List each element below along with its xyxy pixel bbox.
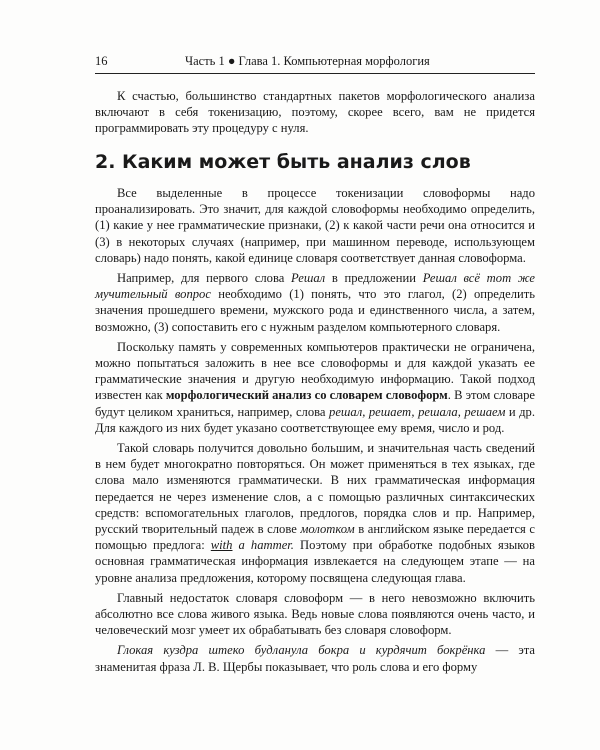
underlined-example: with (210, 538, 233, 553)
paragraph (95, 270, 535, 335)
italic-example: решал, решает, решала, решаем (329, 404, 506, 419)
italic-example: a hammer. (232, 538, 294, 553)
paragraph: К счастью, большинство стандартных пакетов морфологического анализа включают в себя токенизацию, поэтому, скорее всего, вам не придется программировать эту процедуру с нуля. (95, 89, 535, 136)
text-run: . В этом словаре будут целиком храниться, например, слова (95, 388, 535, 419)
text-run: необходимо (1) понять, что это глагол, (2) определить значения прошедшего времени, мужского рода и единственного числа, а затем, возможно, (3) сопоставить его с нужным разделом компьютерного словаря. (95, 287, 535, 334)
italic-example: Глокая куздра штеко будланула бокра и курдячит бокрёнка (117, 643, 486, 658)
text-run: в английском языке передается с помощью предлога: (95, 522, 535, 553)
italic-example: Решал всё тот же мучительный вопрос (95, 271, 535, 302)
paragraph (95, 440, 535, 586)
text-run: в предложении (325, 271, 423, 286)
section-body (95, 185, 535, 679)
text-run: и др. Для каждого из них будет указано соответствующее ему время, число и род. (95, 404, 536, 435)
text-run: — эта знаменитая фраза Л. В. Щербы показывает, что роль слова и его форму (95, 643, 535, 674)
paragraph (95, 339, 535, 436)
text-run: Такой словарь получится довольно большим, и значительная часть сведений в нем будет многократно повторяться. Он может применяться в тех языках, где слова мало изменяются грамматически. В них грамматическая информация передается не через изменение слов, а с помощью различных синтаксических средств: вспомогательных глаголов, предлогов, порядка слов и пр. Например, русский творительный падеж в слове (95, 441, 535, 537)
paragraph: Главный недостаток словаря словоформ — в него невозможно включить абсолютно все слова живого языка. Ведь новые слова появляются очень часто, и человеческий мозг умеет их обрабатывать без словаря словоформ. (95, 590, 535, 638)
intro-block (95, 88, 535, 141)
page-number: 16 (95, 54, 108, 68)
paragraph: Все выделенные в процессе токенизации словоформы надо проанализировать. Это значит, для каждой словоформы необходимо определить, (1) какие у нее грамматические признаки, (2) к какой части речи она относится и (3) в некоторых случаях (например, при машинном переводе, использующем словарь) надо понять, какой единице словаря соответствует данная словоформа. (95, 186, 535, 265)
text-run: Например, для первого слова (117, 271, 292, 286)
text-run: Поэтому при обработке подобных языков основная грамматическая информация извлекается на следующем этапе — на уровне анализа предложения, которому посвящена следующая глава. (95, 538, 535, 585)
paragraph (95, 642, 535, 674)
text-run: Поскольку память у современных компьютеров практически не ограничена, можно попытаться заложить в нее все словоформы и для каждой указать ее грамматические значения и другую необходимую информацию. Такой подход известен как (95, 339, 535, 403)
section-heading: 2. Каким может быть анализ слов (95, 151, 471, 173)
italic-example: молотком (300, 522, 355, 537)
running-title: Часть 1 ● Глава 1. Компьютерная морфология (185, 54, 430, 68)
bold-term: морфологический анализ со словарем словоформ (165, 388, 448, 403)
italic-example: Решал (291, 271, 326, 286)
header-rule (95, 73, 535, 74)
